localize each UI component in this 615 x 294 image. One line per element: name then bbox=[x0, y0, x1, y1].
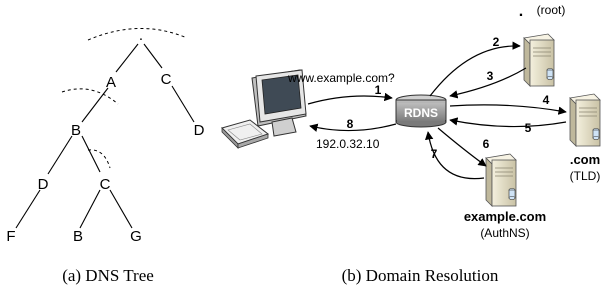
tree-node-f: F bbox=[6, 228, 16, 245]
step-label-6: 6 bbox=[482, 137, 490, 151]
tree-node-d-right: D bbox=[193, 122, 205, 139]
domain-resolution bbox=[222, 3, 600, 285]
tld-name-label: .com bbox=[569, 152, 601, 167]
edge-root-c bbox=[144, 44, 162, 68]
edge-c-d bbox=[172, 86, 194, 122]
root-server-icon bbox=[524, 34, 554, 86]
caption-domain-resolution: (b) Domain Resolution bbox=[341, 266, 499, 285]
root-server-label: (root) bbox=[536, 3, 566, 17]
step-label-5: 5 bbox=[524, 121, 532, 135]
zone-arc-a bbox=[62, 89, 118, 104]
authns-label: (AuthNS) bbox=[480, 226, 530, 240]
zone-arc-root bbox=[88, 28, 187, 40]
tree-root-label: . bbox=[138, 27, 144, 44]
tree-node-g: G bbox=[130, 228, 142, 245]
edge-a-b bbox=[82, 88, 108, 122]
step-label-7: 7 bbox=[430, 147, 438, 161]
tree-node-b-bottom: B bbox=[72, 228, 84, 245]
step-label-3: 3 bbox=[486, 69, 494, 83]
tree-node-a: A bbox=[105, 74, 117, 91]
rdns-server bbox=[396, 95, 446, 127]
answer-ip-text: 192.0.32.10 bbox=[316, 137, 380, 151]
step-label-8: 8 bbox=[346, 117, 354, 131]
edge-b-c bbox=[82, 136, 100, 172]
edge-c-b bbox=[80, 190, 100, 228]
tree-node-c-mid: C bbox=[99, 176, 111, 193]
arrow-step-6 bbox=[438, 128, 486, 166]
arrow-step-5 bbox=[450, 120, 566, 127]
edge-b-d bbox=[48, 136, 72, 174]
dns-tree bbox=[6, 27, 204, 285]
tree-node-b: B bbox=[70, 122, 82, 139]
query-text: www.example.com? bbox=[288, 71, 395, 85]
authns-name-label: example.com bbox=[463, 209, 547, 224]
tree-node-d-left: D bbox=[37, 176, 49, 193]
tld-server-icon bbox=[570, 94, 600, 146]
edge-root-a bbox=[116, 44, 138, 72]
step-label-1: 1 bbox=[374, 83, 382, 97]
edge-c-g bbox=[110, 190, 132, 228]
zone-arc-b bbox=[88, 150, 110, 168]
authns-server-icon bbox=[486, 154, 516, 206]
edge-d-f bbox=[16, 190, 40, 228]
root-dot-label: . bbox=[518, 3, 524, 20]
arrow-step-2 bbox=[430, 46, 520, 96]
tree-node-c-top: C bbox=[160, 71, 172, 88]
caption-dns-tree: (a) DNS Tree bbox=[62, 266, 154, 285]
step-label-2: 2 bbox=[492, 35, 500, 49]
arrow-step-1 bbox=[308, 96, 392, 104]
step-label-4: 4 bbox=[542, 93, 550, 107]
rdns-label: RDNS bbox=[403, 106, 439, 120]
tld-label: (TLD) bbox=[569, 169, 601, 183]
